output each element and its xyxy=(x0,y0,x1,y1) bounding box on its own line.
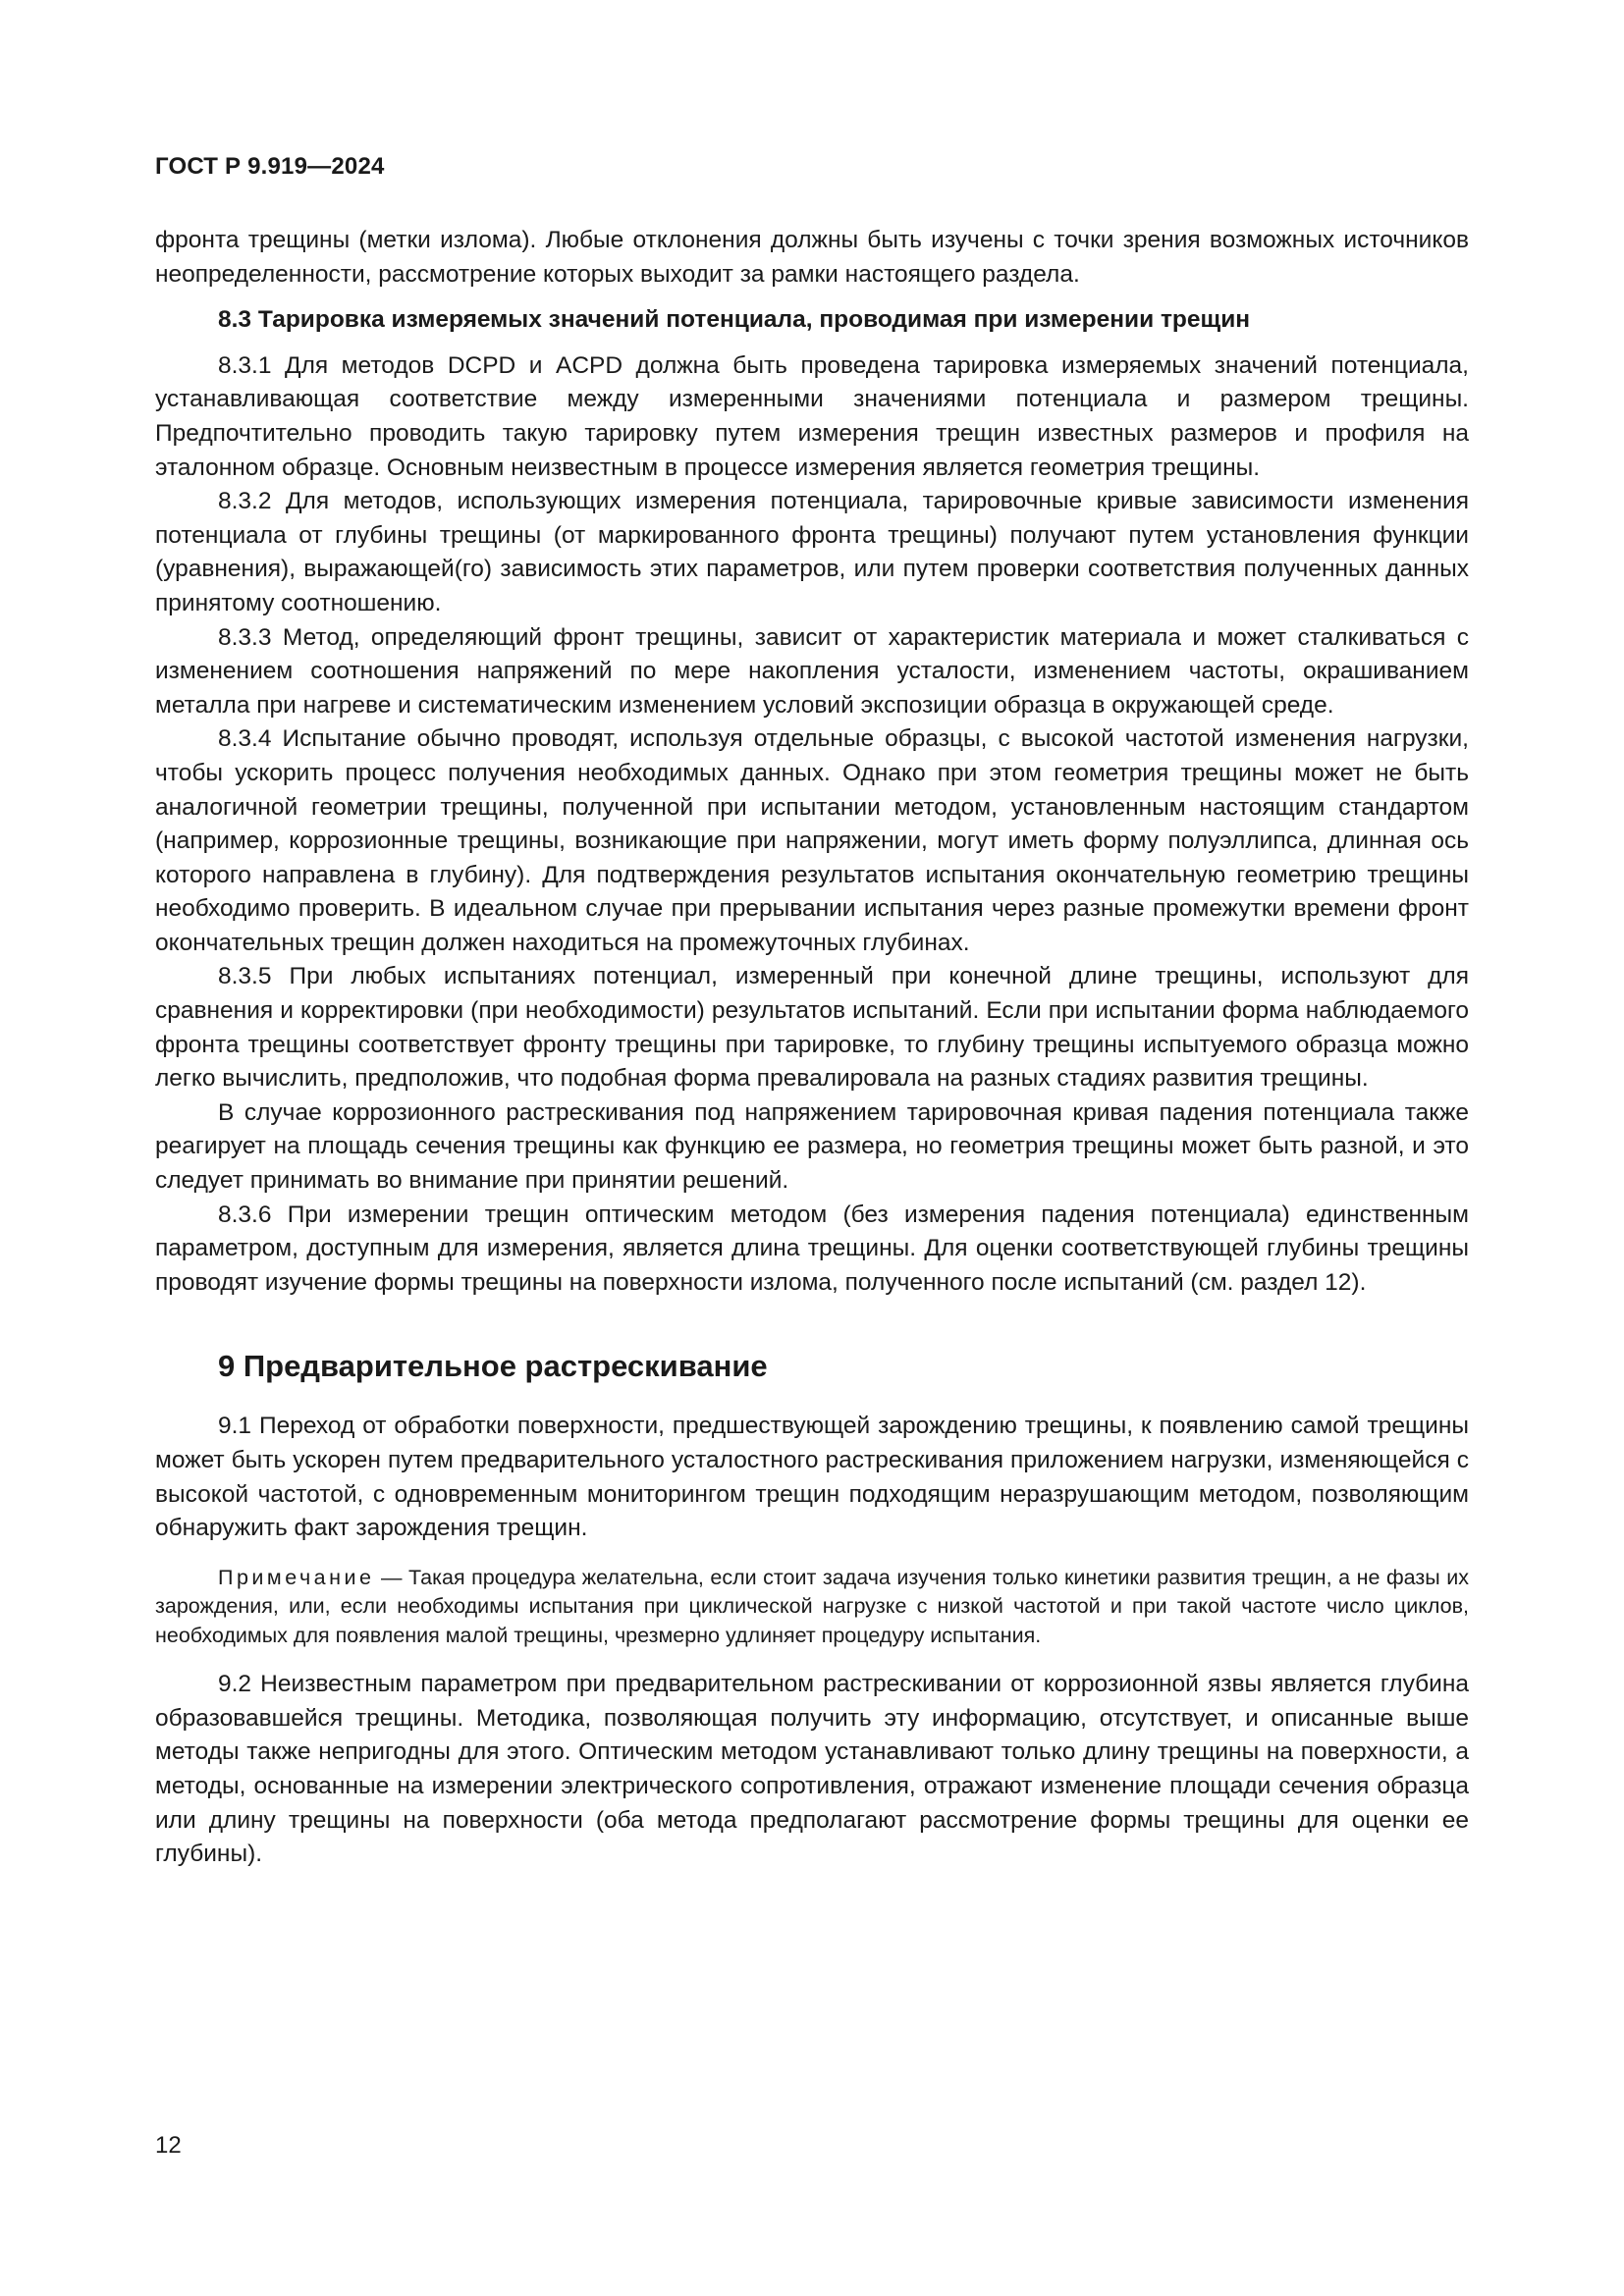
page-body xyxy=(155,224,1469,1872)
note-text: — Такая процедура желательна, если стоит задача изучения только кинетики развития трещин, а не фазы их зарождения, или, если необходимы испытания при циклической нагрузке с низкой частотой и при такой частоте число циклов, необходимых для появления малой трещины, чрезмерно удлиняет процедуру испытания. xyxy=(155,1565,1469,1647)
paragraph-8-3-2: 8.3.2 Для методов, использующих измерения потенциала, тарировочные кривые зависимости изменения потенциала от глубины трещины (от маркированного фронта трещины) получают путем установления функции (уравнения), выражающей(го) зависимость этих параметров, или путем проверки соответствия полученных данных принятому соотношению. xyxy=(155,488,1469,616)
subsection-8-3-title: 8.3 Тарировка измеряемых значений потенциала, проводимая при измерении трещин xyxy=(218,306,1251,334)
paragraph-9-2: 9.2 Неизвестным параметром при предварительном растрескивании от коррозионной язвы является глубина образовавшейся трещины. Методика, позволяющая получить эту информацию, отсутствует, и описанные выше методы также непригодны для этого. Оптическим методом устанавливают только длину трещины на поверхности, а методы, основанные на измерении электрического сопротивления, отражают изменение площади сечения образца или длину трещины на поверхности (оба метода предполагают рассмотрение формы трещины для оценки ее глубины). xyxy=(155,1671,1469,1868)
note-block xyxy=(155,1564,1469,1651)
note-label: Примечание xyxy=(218,1565,375,1589)
page-number: 12 xyxy=(155,2132,182,2159)
paragraph-8-3-1: 8.3.1 Для методов DCPD и ACPD должна быть проведена тарировка измеряемых значений потенциала, устанавливающая соответствие между измеренными значениями потенциала и размером трещины. Предпочтительно проводить такую тарировку путем измерения трещин известных размеров и профиля на эталонном образце. Основным неизвестным в процессе измерения является геометрия трещины. xyxy=(155,351,1469,481)
paragraph-8-3-5: 8.3.5 При любых испытаниях потенциал, измеренный при конечной длине трещины, используют для сравнения и корректировки (при необходимости) результатов испытаний. Если при испытании форма наблюдаемого фронта трещины соответствует фронту трещины при тарировке, то глубину трещины испытуемого образца можно легко вычислить, предположив, что подобная форма превалировала на разных стадиях развития трещины. xyxy=(155,963,1469,1093)
paragraph-8-3-3: 8.3.3 Метод, определяющий фронт трещины, зависит от характеристик материала и может сталкиваться с изменением соотношения напряжений по мере накопления усталости, изменением частоты, окрашиванием металла при нагреве и систематическим изменением условий экспозиции образца в окружающей среде. xyxy=(155,623,1469,719)
paragraph-continued: фронта трещины (метки излома). Любые отклонения должны быть изучены с точки зрения возможных источников неопределенности, рассмотрение которых выходит за рамки настоящего раздела. xyxy=(155,227,1469,288)
section-9-title: 9 Предварительное растрескивание xyxy=(218,1349,768,1384)
standard-code-header: ГОСТ Р 9.919—2024 xyxy=(155,153,385,180)
paragraph-8-3-6: 8.3.6 При измерении трещин оптическим методом (без измерения падения потенциала) единственным параметром, доступным для измерения, является длина трещины. Для оценки соответствующей глубины трещины проводят изучение формы трещины на поверхности излома, полученного после испытаний (см. раздел 12). xyxy=(155,1201,1469,1296)
paragraph-8-3-4: 8.3.4 Испытание обычно проводят, используя отдельные образцы, с высокой частотой изменения нагрузки, чтобы ускорить процесс получения необходимых данных. Однако при этом геометрия трещины может не быть аналогичной геометрии трещины, полученной при испытании методом, установленным настоящим стандартом (например, коррозионные трещины, возникающие при напряжении, могут иметь форму полуэллипса, длинная ось которого направлена в глубину). Для подтверждения результатов испытания окончательную геометрию трещины необходимо проверить. В идеальном случае при прерывании испытания через разные промежутки времени фронт окончательных трещин должен находиться на промежуточных глубинах. xyxy=(155,725,1469,956)
paragraph-9-1: 9.1 Переход от обработки поверхности, предшествующей зарождению трещины, к появлению самой трещины может быть ускорен путем предварительного усталостного растрескивания приложением нагрузки, изменяющейся с высокой частотой, с одновременным мониторингом трещин подходящим неразрушающим методом, позволяющим обнаружить факт зарождения трещин. xyxy=(155,1413,1469,1542)
paragraph-8-3-5-continued: В случае коррозионного растрескивания под напряжением тарировочная кривая падения потенциала также реагирует на площадь сечения трещины как функцию ее размера, но геометрия трещины может быть разной, и это следует принимать во внимание при принятии решений. xyxy=(155,1098,1469,1195)
